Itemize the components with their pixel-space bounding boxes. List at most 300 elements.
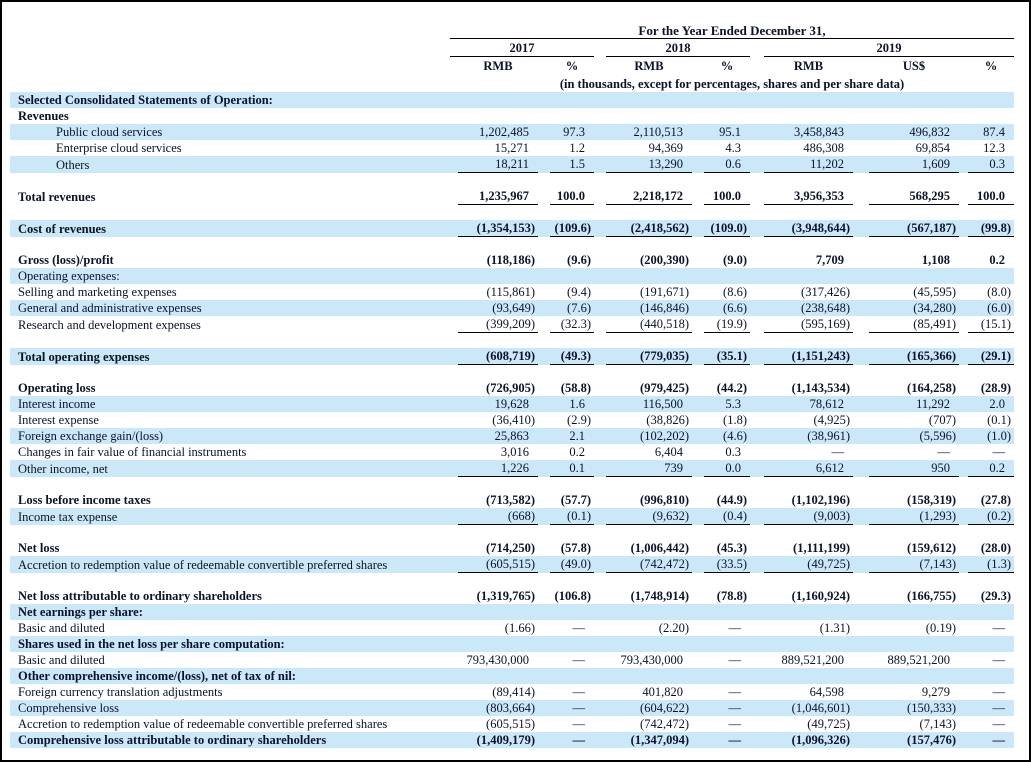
cell-value: (57.8) bbox=[560, 541, 591, 555]
cell-value bbox=[550, 668, 594, 684]
cell-value: 78,612 bbox=[764, 396, 853, 412]
cell-value: 100.0 bbox=[550, 188, 594, 205]
column-gap bbox=[594, 588, 606, 604]
cell-value: (0.2) bbox=[968, 508, 1014, 525]
column-gap bbox=[853, 124, 869, 140]
year-header-2019: 2019 bbox=[764, 39, 1014, 57]
cell-value: — bbox=[728, 717, 741, 731]
row-label: Other comprehensive income/(loss), net of tax of nil: bbox=[10, 668, 450, 684]
cell-value bbox=[458, 604, 538, 620]
period-title: For the Year Ended December 31, bbox=[450, 14, 1014, 39]
cell-value: 496,832 bbox=[869, 124, 959, 140]
cell-value: 739 bbox=[606, 460, 692, 477]
column-gap bbox=[594, 444, 606, 460]
column-gap bbox=[692, 428, 704, 444]
column-gap bbox=[450, 620, 458, 636]
column-gap bbox=[750, 124, 764, 140]
cell-value bbox=[764, 268, 853, 284]
cell-value: (5,596) bbox=[869, 428, 959, 444]
column-gap bbox=[450, 156, 458, 173]
column-gap bbox=[538, 540, 550, 556]
cell-value bbox=[606, 668, 692, 684]
cell-value: (668) bbox=[458, 508, 538, 525]
column-gap bbox=[450, 348, 458, 365]
table-row bbox=[10, 396, 1014, 412]
column-gap bbox=[450, 588, 458, 604]
column-gap bbox=[959, 492, 968, 508]
cell-value: (158,319) bbox=[907, 493, 956, 507]
row-label: Accretion to redemption value of redeemable convertible preferred shares bbox=[10, 556, 450, 573]
table-row bbox=[10, 460, 1014, 477]
column-gap bbox=[450, 444, 458, 460]
table-row bbox=[10, 540, 1014, 556]
column-gap bbox=[594, 460, 606, 477]
column-gap bbox=[538, 348, 550, 365]
column-gap bbox=[750, 348, 764, 365]
cell-value: (9.6) bbox=[567, 253, 591, 267]
column-gap bbox=[750, 252, 764, 268]
cell-value: — bbox=[728, 621, 741, 635]
column-gap bbox=[853, 220, 869, 237]
cell-value: (803,664) bbox=[458, 700, 538, 716]
column-gap bbox=[853, 460, 869, 477]
column-gap bbox=[853, 636, 869, 652]
column-gap bbox=[853, 300, 869, 316]
cell-value: (2,418,562) bbox=[606, 220, 692, 237]
row-label: Income tax expense bbox=[10, 508, 450, 525]
column-gap bbox=[594, 732, 606, 748]
financial-statements-table bbox=[10, 14, 1014, 748]
cell-value bbox=[869, 604, 959, 620]
table-row bbox=[10, 188, 1014, 205]
cell-value: (44.9) bbox=[716, 493, 747, 507]
column-gap bbox=[959, 508, 968, 525]
cell-value: (1,748,914) bbox=[630, 589, 689, 603]
table-row bbox=[10, 380, 1014, 396]
row-label: Changes in fair value of financial instruments bbox=[18, 445, 247, 459]
column-header-pct-2018: % bbox=[720, 59, 734, 73]
column-gap bbox=[692, 300, 704, 316]
cell-value: (2.9) bbox=[567, 413, 591, 427]
column-gap bbox=[538, 316, 550, 333]
spacer-cell bbox=[10, 205, 1014, 221]
cell-value: (7,143) bbox=[919, 717, 956, 731]
column-gap bbox=[692, 716, 704, 732]
column-gap bbox=[853, 732, 869, 748]
cell-value: (102,202) bbox=[606, 428, 692, 444]
cell-value bbox=[968, 108, 1014, 124]
column-gap bbox=[594, 252, 606, 268]
spacer-row bbox=[10, 525, 1014, 541]
cell-value: (1.0) bbox=[968, 428, 1014, 444]
table-row bbox=[10, 284, 1014, 300]
cell-value: (109.0) bbox=[704, 220, 750, 237]
row-label: Basic and diluted bbox=[18, 621, 105, 635]
cell-value bbox=[458, 92, 538, 108]
cell-value: 0.6 bbox=[704, 156, 750, 173]
cell-value: — bbox=[992, 653, 1006, 667]
cell-value: (106.8) bbox=[554, 589, 591, 603]
cell-value: 950 bbox=[869, 460, 959, 477]
column-gap bbox=[750, 668, 764, 684]
column-gap bbox=[450, 508, 458, 525]
cell-value: 2,218,172 bbox=[606, 188, 692, 205]
table-row bbox=[10, 300, 1014, 316]
spacer-cell bbox=[10, 173, 1014, 189]
column-gap bbox=[750, 460, 764, 477]
column-gap bbox=[594, 156, 606, 173]
column-gap bbox=[594, 540, 606, 556]
cell-value: (1.3) bbox=[968, 556, 1014, 573]
cell-value: (9,632) bbox=[606, 508, 692, 525]
column-gap bbox=[959, 732, 968, 748]
cell-value bbox=[704, 668, 750, 684]
row-label: Public cloud services bbox=[10, 124, 450, 140]
column-gap bbox=[594, 604, 606, 620]
table-row bbox=[10, 604, 1014, 620]
cell-value: (35.1) bbox=[704, 348, 750, 365]
table-row bbox=[10, 124, 1014, 140]
cell-value: (707) bbox=[928, 413, 956, 427]
cell-value: 0.3 bbox=[725, 445, 741, 459]
cell-value: (1,111,199) bbox=[793, 541, 850, 555]
cell-value: — bbox=[992, 717, 1006, 731]
column-gap bbox=[750, 428, 764, 444]
cell-value: 13,290 bbox=[606, 156, 692, 173]
cell-value bbox=[704, 604, 750, 620]
column-gap bbox=[594, 300, 606, 316]
row-label: Shares used in the net loss per share computation: bbox=[10, 636, 450, 652]
cell-value: (38,961) bbox=[764, 428, 853, 444]
column-gap bbox=[750, 156, 764, 173]
cell-value: — bbox=[572, 621, 585, 635]
cell-value: 889,521,200 bbox=[781, 653, 844, 667]
column-gap bbox=[450, 684, 458, 700]
cell-value bbox=[458, 108, 538, 124]
column-gap bbox=[692, 108, 704, 124]
column-gap bbox=[692, 380, 704, 396]
table-row bbox=[10, 620, 1014, 636]
table-row bbox=[10, 556, 1014, 573]
cell-value: 3,458,843 bbox=[764, 124, 853, 140]
column-gap bbox=[750, 732, 764, 748]
cell-value: 0.0 bbox=[704, 460, 750, 477]
table-row bbox=[10, 684, 1014, 700]
column-gap bbox=[594, 684, 606, 700]
cell-value bbox=[704, 268, 750, 284]
column-gap bbox=[450, 412, 458, 428]
spacer-row bbox=[10, 477, 1014, 493]
column-gap bbox=[750, 684, 764, 700]
cell-value: (45,595) bbox=[913, 285, 956, 299]
column-gap bbox=[959, 684, 968, 700]
cell-value: (200,390) bbox=[640, 253, 689, 267]
column-gap bbox=[750, 57, 764, 75]
column-gap bbox=[538, 124, 550, 140]
period-header-row bbox=[10, 14, 1014, 39]
cell-value: 69,854 bbox=[915, 141, 950, 155]
column-gap bbox=[594, 316, 606, 333]
row-label: Enterprise cloud services bbox=[56, 141, 182, 155]
cell-value bbox=[968, 92, 1014, 108]
column-gap bbox=[692, 620, 704, 636]
spacer-row bbox=[10, 333, 1014, 349]
cell-value: 2.0 bbox=[968, 396, 1014, 412]
cell-value: (85,491) bbox=[869, 316, 959, 333]
row-label: Loss before income taxes bbox=[18, 493, 151, 507]
cell-value: — bbox=[572, 717, 585, 731]
column-gap bbox=[692, 508, 704, 525]
cell-value: (49.3) bbox=[550, 348, 594, 365]
cell-value: (1.31) bbox=[819, 621, 850, 635]
cell-value: 486,308 bbox=[803, 141, 844, 155]
column-gap bbox=[692, 460, 704, 477]
cell-value: (99.8) bbox=[968, 220, 1014, 237]
column-gap bbox=[750, 380, 764, 396]
column-gap bbox=[750, 444, 764, 460]
column-gap bbox=[692, 604, 704, 620]
cell-value: 1.5 bbox=[550, 156, 594, 173]
cell-value: 6,404 bbox=[654, 445, 683, 459]
column-gap bbox=[853, 156, 869, 173]
table-row bbox=[10, 428, 1014, 444]
table-row bbox=[10, 444, 1014, 460]
column-gap bbox=[959, 124, 968, 140]
cell-value: 1,202,485 bbox=[458, 124, 538, 140]
column-gap bbox=[853, 556, 869, 573]
row-label: Revenues bbox=[18, 109, 69, 123]
cell-value: 6,612 bbox=[764, 460, 853, 477]
cell-value: (595,169) bbox=[764, 316, 853, 333]
column-gap bbox=[750, 636, 764, 652]
spacer-cell bbox=[10, 525, 1014, 541]
cell-value: 18,211 bbox=[458, 156, 538, 173]
cell-value: (4.6) bbox=[704, 428, 750, 444]
cell-value: 1,235,967 bbox=[458, 188, 538, 205]
column-gap bbox=[750, 316, 764, 333]
cell-value: 1,108 bbox=[921, 253, 950, 267]
column-gap bbox=[959, 700, 968, 716]
column-gap bbox=[538, 188, 550, 205]
cell-value bbox=[550, 268, 594, 284]
cell-value: (49,725) bbox=[807, 717, 850, 731]
cell-value: (605,515) bbox=[486, 717, 535, 731]
column-gap bbox=[450, 700, 458, 716]
column-gap bbox=[538, 508, 550, 525]
cell-value: (604,622) bbox=[606, 700, 692, 716]
cell-value: (1.8) bbox=[723, 413, 747, 427]
cell-value bbox=[550, 92, 594, 108]
column-gap bbox=[594, 620, 606, 636]
column-gap bbox=[594, 508, 606, 525]
column-gap bbox=[750, 716, 764, 732]
cell-value: — bbox=[550, 700, 594, 716]
column-gap bbox=[538, 300, 550, 316]
cell-value: — bbox=[704, 732, 750, 748]
column-gap bbox=[450, 220, 458, 237]
column-gap bbox=[853, 652, 869, 668]
column-gap bbox=[450, 492, 458, 508]
column-gap bbox=[959, 220, 968, 237]
column-gap bbox=[594, 668, 606, 684]
column-gap bbox=[959, 716, 968, 732]
table-row bbox=[10, 156, 1014, 173]
column-gap bbox=[538, 684, 550, 700]
cell-value: (399,209) bbox=[458, 316, 538, 333]
cell-value: (49.0) bbox=[550, 556, 594, 573]
column-gap bbox=[750, 284, 764, 300]
column-gap bbox=[692, 444, 704, 460]
cell-value: (8.0) bbox=[987, 285, 1012, 299]
column-gap bbox=[750, 620, 764, 636]
column-gap bbox=[750, 140, 764, 156]
column-gap bbox=[594, 348, 606, 365]
cell-value: — bbox=[992, 621, 1006, 635]
cell-value: (1,354,153) bbox=[458, 220, 538, 237]
column-gap bbox=[450, 396, 458, 412]
table-row bbox=[10, 252, 1014, 268]
column-gap bbox=[853, 396, 869, 412]
column-gap bbox=[538, 156, 550, 173]
column-gap bbox=[450, 380, 458, 396]
cell-value: (605,515) bbox=[458, 556, 538, 573]
spacer-cell bbox=[10, 237, 1014, 253]
column-gap bbox=[853, 492, 869, 508]
cell-value: (44.2) bbox=[716, 381, 747, 395]
column-gap bbox=[538, 588, 550, 604]
column-gap bbox=[450, 57, 458, 75]
cell-value bbox=[458, 668, 538, 684]
cell-value: (8.6) bbox=[723, 285, 747, 299]
row-label: Research and development expenses bbox=[18, 317, 201, 332]
cell-value: (779,035) bbox=[606, 348, 692, 365]
column-gap bbox=[594, 124, 606, 140]
currency-header-row bbox=[10, 57, 1014, 75]
column-gap bbox=[538, 268, 550, 284]
cell-value: 87.4 bbox=[968, 124, 1014, 140]
column-gap bbox=[594, 412, 606, 428]
table-row bbox=[10, 732, 1014, 748]
cell-value: (78.8) bbox=[716, 589, 747, 603]
spacer-row bbox=[10, 173, 1014, 189]
cell-value: (1,409,179) bbox=[458, 732, 538, 748]
column-gap bbox=[538, 492, 550, 508]
units-note-row bbox=[10, 74, 1014, 92]
row-label: Selected Consolidated Statements of Operation: bbox=[10, 92, 450, 108]
cell-value: 100.0 bbox=[968, 188, 1014, 205]
cell-value: 0.1 bbox=[550, 460, 594, 477]
cell-value: (4,925) bbox=[813, 413, 850, 427]
cell-value bbox=[968, 636, 1014, 652]
column-gap bbox=[450, 284, 458, 300]
column-gap bbox=[538, 700, 550, 716]
column-gap bbox=[450, 252, 458, 268]
cell-value: — bbox=[728, 685, 741, 699]
column-gap bbox=[750, 700, 764, 716]
cell-value bbox=[704, 636, 750, 652]
column-gap bbox=[750, 588, 764, 604]
column-gap bbox=[853, 284, 869, 300]
column-gap bbox=[959, 57, 968, 75]
column-gap bbox=[959, 668, 968, 684]
cell-value: 3,956,353 bbox=[764, 188, 853, 205]
cell-value: (0.1) bbox=[550, 508, 594, 525]
cell-value: 889,521,200 bbox=[887, 653, 950, 667]
column-gap bbox=[450, 652, 458, 668]
column-header-usd-2019: US$ bbox=[902, 59, 926, 73]
column-gap bbox=[750, 220, 764, 237]
column-gap bbox=[853, 604, 869, 620]
cell-value: (1,293) bbox=[869, 508, 959, 525]
column-gap bbox=[853, 188, 869, 205]
column-gap bbox=[959, 92, 968, 108]
cell-value: (726,905) bbox=[486, 381, 535, 395]
cell-value: 64,598 bbox=[809, 685, 844, 699]
cell-value bbox=[764, 604, 853, 620]
cell-value: (36,410) bbox=[492, 413, 535, 427]
column-gap bbox=[853, 380, 869, 396]
column-gap bbox=[538, 412, 550, 428]
column-gap bbox=[538, 396, 550, 412]
cell-value: (1,151,243) bbox=[764, 348, 853, 365]
column-gap bbox=[750, 412, 764, 428]
column-gap bbox=[853, 716, 869, 732]
row-label: Net loss bbox=[18, 541, 60, 555]
column-gap bbox=[538, 284, 550, 300]
column-gap bbox=[692, 316, 704, 333]
cell-value bbox=[458, 268, 538, 284]
column-gap bbox=[594, 92, 606, 108]
column-gap bbox=[959, 316, 968, 333]
column-gap bbox=[959, 268, 968, 284]
cell-value: 19,628 bbox=[458, 396, 538, 412]
cell-value: (0.19) bbox=[925, 621, 956, 635]
row-label: Comprehensive loss bbox=[10, 700, 450, 716]
column-gap bbox=[538, 92, 550, 108]
column-gap bbox=[692, 684, 704, 700]
cell-value: (567,187) bbox=[869, 220, 959, 237]
cell-value bbox=[869, 636, 959, 652]
column-gap bbox=[750, 604, 764, 620]
table-row bbox=[10, 92, 1014, 108]
cell-value: (742,472) bbox=[606, 556, 692, 573]
column-gap bbox=[594, 636, 606, 652]
column-gap bbox=[594, 700, 606, 716]
cell-value: (1,096,326) bbox=[764, 732, 853, 748]
cell-value: (191,671) bbox=[640, 285, 689, 299]
cell-value: (317,426) bbox=[801, 285, 850, 299]
cell-value bbox=[550, 108, 594, 124]
column-gap bbox=[450, 556, 458, 573]
column-gap bbox=[538, 57, 550, 75]
cell-value: (7.6) bbox=[550, 300, 594, 316]
spacer-cell bbox=[10, 477, 1014, 493]
row-label: Net earnings per share: bbox=[10, 604, 450, 620]
cell-value: — bbox=[992, 685, 1006, 699]
column-gap bbox=[538, 716, 550, 732]
column-gap bbox=[594, 428, 606, 444]
cell-value bbox=[764, 636, 853, 652]
table-row bbox=[10, 700, 1014, 716]
row-label: Total operating expenses bbox=[10, 348, 450, 365]
units-note: (in thousands, except for percentages, shares and per share data) bbox=[559, 77, 905, 91]
column-gap bbox=[450, 636, 458, 652]
cell-value: 25,863 bbox=[458, 428, 538, 444]
cell-value: (1,160,924) bbox=[791, 589, 850, 603]
cell-value: (28.0) bbox=[980, 541, 1012, 555]
cell-value: (109.6) bbox=[550, 220, 594, 237]
cell-value: — bbox=[728, 653, 741, 667]
